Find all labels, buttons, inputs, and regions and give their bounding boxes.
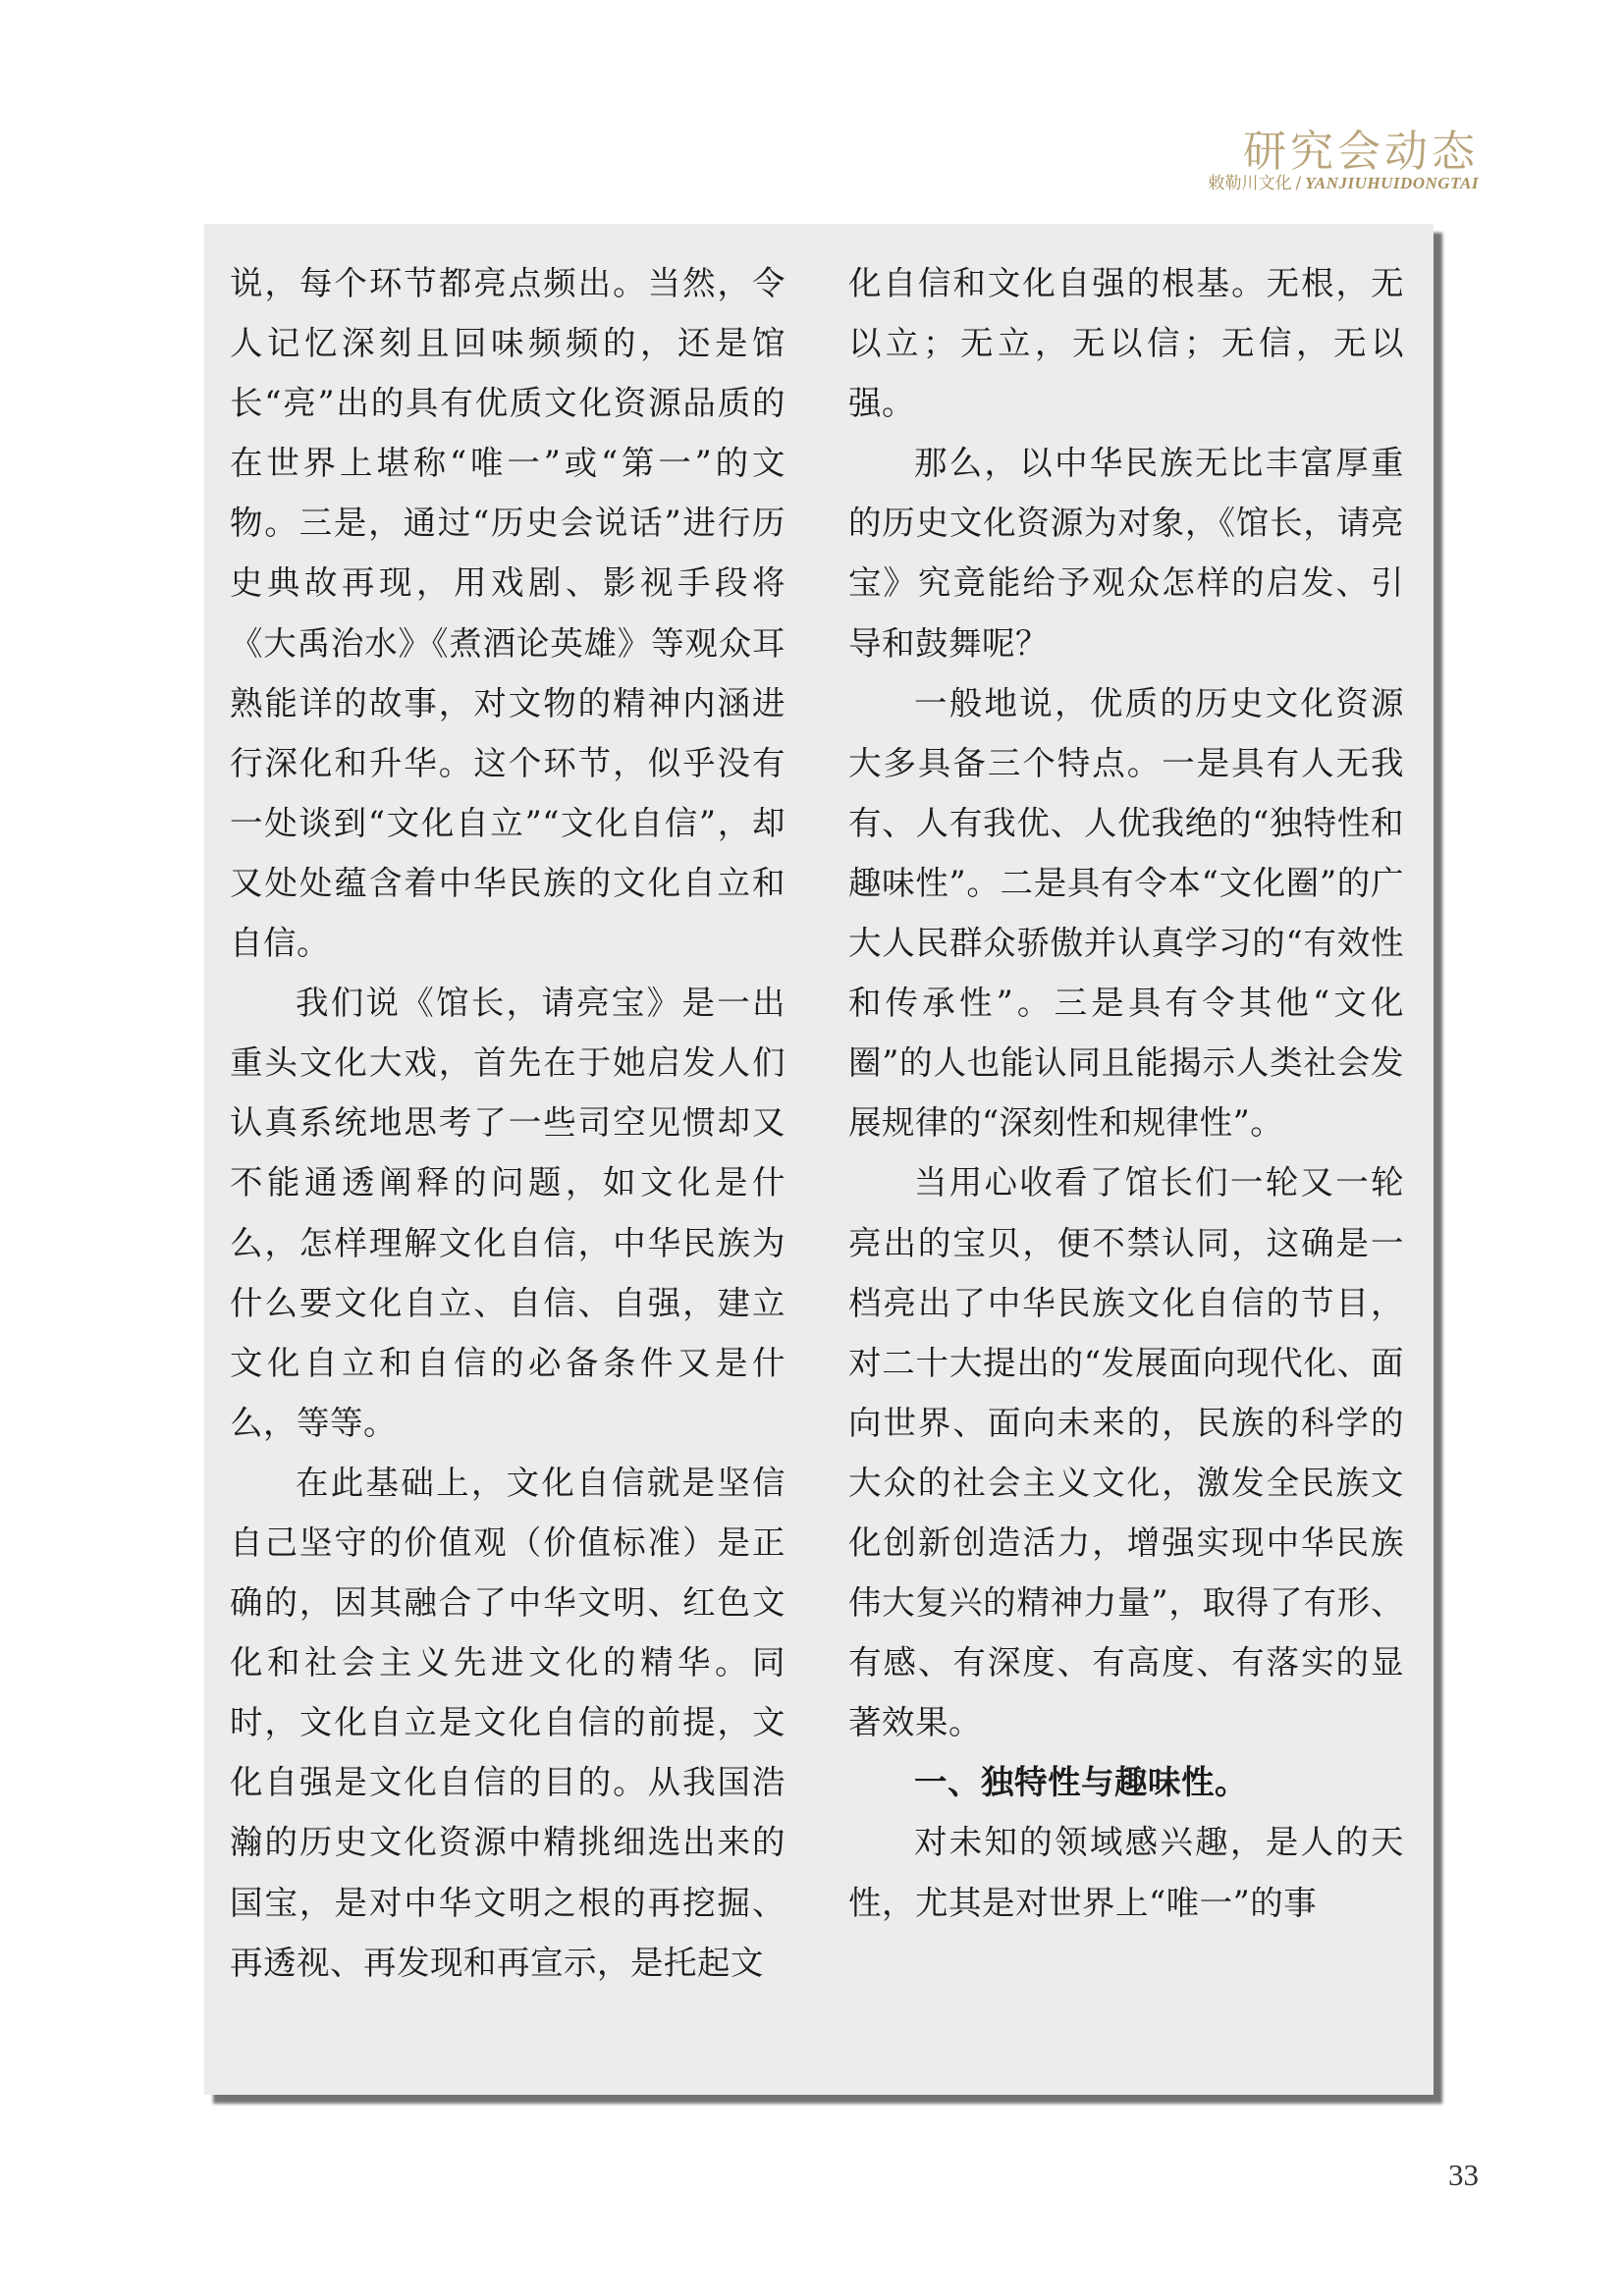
page-number: 33 (1448, 2158, 1479, 2192)
paragraph: 在此基础上，文化自信就是坚信自己坚守的价值观（价值标准）是正确的，因其融合了中华文明、红色文化和社会主义先进文化的精华。同时，文化自立是文化自信的前提，文化自强是文化自信的目的。从我国浩瀚的历史文化资源中精挑细选出来的国宝，是对中华文明之根的再挖掘、再透视、再发现和再宣示，是托起文 (230, 1463, 785, 1982)
article-panel (204, 224, 1434, 2095)
section-subtitle (1209, 169, 1480, 193)
paragraph: 一般地说，优质的历史文化资源大多具备三个特点。一是具有人无我有、人有我优、人优我绝的“独特性和趣味性”。二是具有令本“文化圈”的广大人民群众骄傲并认真学习的“有效性和传承性”。三是具有令其他“文化圈”的人也能认同且能揭示人类社会发展规律的“深刻性和规律性”。 (848, 683, 1404, 1143)
subtitle-separator: / (1295, 174, 1302, 193)
paragraph: 那么，以中华民族无比丰富厚重的历史文化资源为对象，《馆长，请亮宝》究竟能给予观众怎样的启发、引导和鼓舞呢？ (848, 444, 1404, 663)
paragraph: 我们说《馆长，请亮宝》是一出重头文化大戏，首先在于她启发人们认真系统地思考了一些司空见惯却又不能通透阐释的问题，如文化是什么，怎样理解文化自信，中华民族为什么要文化自立、自信、自强，建立文化自立和自信的必备条件又是什么，等等。 (230, 984, 785, 1442)
left-text-column (230, 253, 785, 1993)
journal-name: 敕勒川文化 (1208, 174, 1292, 193)
paragraph: 化自信和文化自强的根基。无根，无以立；无立，无以信；无信，无以强。 (848, 264, 1404, 423)
section-heading: 一、独特性与趣味性。 (914, 1763, 1248, 1802)
paragraph: 说，每个环节都亮点频出。当然，令人记忆深刻且回味频频的，还是馆长“亮”出的具有优质文化资源品质的在世界上堪称“唯一”或“第一”的文物。三是，通过“历史会说话”进行历史典故再现，用戏剧、影视手段将《大禹治水》《煮酒论英雄》等观众耳熟能详的故事，对文物的精神内涵进行深化和升华。这个环节，似乎没有一处谈到“文化自立”“文化自信”，却又处处蕴含着中华民族的文化自立和自信。 (230, 264, 785, 963)
paragraph: 当用心收看了馆长们一轮又一轮亮出的宝贝，便不禁认同，这确是一档亮出了中华民族文化自信的节目，对二十大提出的“发展面向现代化、面向世界、面向未来的，民族的科学的大众的社会主义文化，激发全民族文化创新创造活力，增强实现中华民族伟大复兴的精神力量”，取得了有形、有感、有深度、有高度、有落实的显著效果。 (848, 1163, 1404, 1742)
right-text-column (848, 253, 1404, 1933)
section-pinyin: YANJIUHUIDONGTAI (1305, 174, 1479, 192)
paragraph: 对未知的领域感兴趣，是人的天性，尤其是对世界上“唯一”的事 (848, 1823, 1404, 1922)
section-title: 研究会动态 (1243, 127, 1479, 177)
